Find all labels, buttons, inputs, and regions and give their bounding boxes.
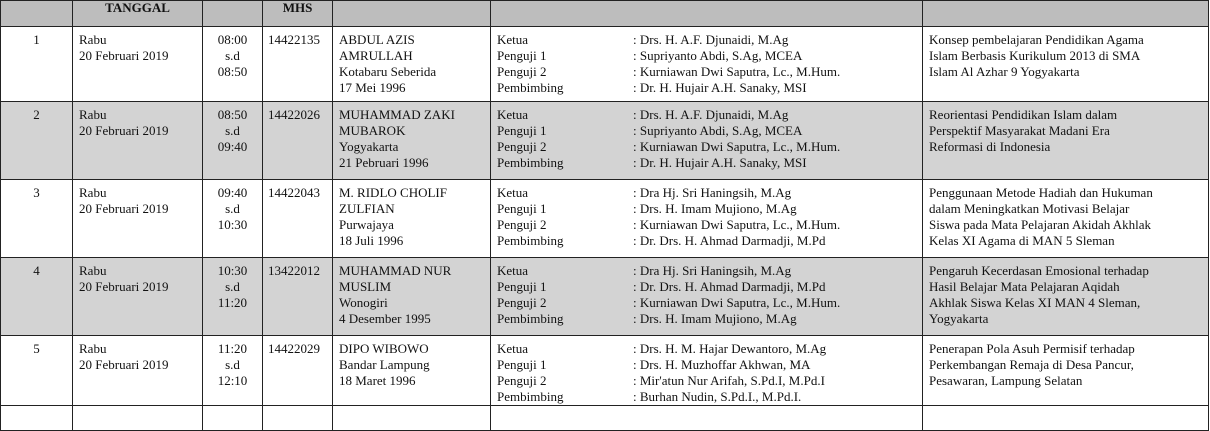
time-cell [203,102,263,180]
birthplace: Purwajaya [339,217,394,232]
thesis-title-cell [923,180,1209,258]
table-body [1,27,1209,431]
student-name: M. RIDLO CHOLIF [339,185,447,200]
examiner-role: Pembimbing [497,311,564,326]
student-name: AMRULLAH [339,48,413,63]
date-text: 20 Februari 2019 [79,279,169,294]
examiner-role: Pembimbing [497,389,564,404]
empty-cell [1,406,73,431]
examiner-role: Penguji 1 [497,279,547,294]
examiner-role: Penguji 1 [497,357,547,372]
birthplace: Wonogiri [339,295,388,310]
examiner-line [497,217,922,233]
thesis-title-line: Reformasi di Indonesia [929,139,1051,154]
header-nim: MHS [263,1,333,27]
examiner-line [497,389,922,405]
examiner-name: : Supriyanto Abdi, S.Ag, MCEA [633,123,803,138]
time-start: 10:30 [217,263,248,278]
student-id: 14422135 [263,27,333,102]
thesis-title-line: Perspektif Masyarakat Madani Era [929,123,1110,138]
thesis-title-line: Reorientasi Pendidikan Islam dalam [929,107,1118,122]
examiners-cell [491,180,923,258]
student-id: 14422029 [263,336,333,406]
examiner-name: : Kurniawan Dwi Saputra, Lc., M.Hum. [633,217,841,232]
date-cell [73,258,203,336]
student-name: DIPO WIBOWO [339,341,429,356]
thesis-title-cell [923,27,1209,102]
examiner-name: : Mir'atun Nur Arifah, S.Pd.I, M.Pd.I [633,373,825,388]
table-row [1,102,1209,180]
student-name: ABDUL AZIS [339,32,415,47]
row-number: 3 [1,180,73,258]
thesis-title-line: Akhlak Siswa Kelas XI MAN 4 Sleman, [929,295,1141,310]
student-name: MUHAMMAD ZAKI [339,107,455,122]
examiner-line [497,107,922,123]
time-end: 12:10 [217,373,248,388]
thesis-title-line: Perkembangan Remaja di Desa Pancur, [929,357,1134,372]
time-separator: s.d [225,201,240,216]
row-number: 4 [1,258,73,336]
examiner-line [497,263,922,279]
date-text: 20 Februari 2019 [79,357,169,372]
examiner-role: Ketua [497,263,529,278]
thesis-title-line: Yogyakarta [929,311,989,326]
student-cell [333,102,491,180]
thesis-title-cell [923,258,1209,336]
examiner-role: Ketua [497,185,529,200]
time-cell [203,258,263,336]
student-id: 13422012 [263,258,333,336]
thesis-title-line: Islam Berbasis Kurikulum 2013 di SMA [929,48,1141,63]
examiner-line [497,48,922,64]
birthdate: 18 Maret 1996 [339,373,416,388]
thesis-title-line: Siswa pada Mata Pelajaran Akidah Akhlak [929,217,1152,232]
examiner-line [497,155,922,171]
empty-cell [333,406,491,431]
day-text: Rabu [79,341,107,356]
examiner-line [497,373,922,389]
examiner-role: Pembimbing [497,155,564,170]
time-separator: s.d [225,123,240,138]
examiner-line [497,80,922,96]
examiner-line [497,233,922,249]
table-row [1,258,1209,336]
examiner-role: Ketua [497,341,529,356]
header-no [1,1,73,27]
table-header-row [1,1,1209,27]
date-cell [73,102,203,180]
examiner-role: Ketua [497,32,529,47]
time-end: 10:30 [217,217,248,232]
student-cell [333,27,491,102]
date-cell [73,336,203,406]
examiner-role: Penguji 1 [497,201,547,216]
examiners-cell [491,336,923,406]
student-name: MUHAMMAD NUR [339,263,452,278]
time-separator: s.d [225,357,240,372]
time-start: 11:20 [217,341,248,356]
examiner-role: Penguji 2 [497,373,547,388]
thesis-title-cell [923,102,1209,180]
student-cell [333,258,491,336]
birthplace: Kotabaru Seberida [339,64,437,79]
time-separator: s.d [225,279,240,294]
examiner-line [497,139,922,155]
examiner-line [497,32,922,48]
examiner-role: Penguji 1 [497,123,547,138]
empty-cell [263,406,333,431]
examiner-line [497,123,922,139]
empty-cell [203,406,263,431]
time-cell [203,27,263,102]
table-row-partial [1,406,1209,431]
student-id: 14422043 [263,180,333,258]
row-number: 2 [1,102,73,180]
time-end: 08:50 [217,64,248,79]
examiner-name: : Drs. H. A.F. Djunaidi, M.Ag [633,107,789,122]
time-separator: s.d [225,48,240,63]
empty-cell [923,406,1209,431]
examiner-role: Penguji 2 [497,295,547,310]
date-text: 20 Februari 2019 [79,48,169,63]
thesis-title-line: Pengaruh Kecerdasan Emosional terhadap [929,263,1149,278]
examiner-role: Ketua [497,107,529,122]
thesis-title-line: dalam Meningkatkan Motivasi Belajar [929,201,1130,216]
examiners-cell [491,258,923,336]
examiner-role: Penguji 1 [497,48,547,63]
examiner-role: Pembimbing [497,80,564,95]
student-name: MUBAROK [339,123,406,138]
examiner-name: : Drs. H. Imam Mujiono, M.Ag [633,311,797,326]
examiner-name: : Burhan Nudin, S.Pd.I., M.Pd.I. [633,389,802,404]
examiner-name: : Dr. Drs. H. Ahmad Darmadji, M.Pd [633,279,826,294]
examiner-role: Penguji 2 [497,64,547,79]
time-cell [203,180,263,258]
time-start: 08:50 [217,107,248,122]
examiner-role: Pembimbing [497,233,564,248]
examiner-line [497,295,922,311]
examiner-name: : Kurniawan Dwi Saputra, Lc., M.Hum. [633,139,841,154]
time-cell [203,336,263,406]
birthdate: 4 Desember 1995 [339,311,431,326]
thesis-title-line: Kelas XI Agama di MAN 5 Sleman [929,233,1115,248]
date-cell [73,180,203,258]
thesis-title-cell [923,336,1209,406]
examiner-name: : Supriyanto Abdi, S.Ag, MCEA [633,48,803,63]
student-cell [333,336,491,406]
header-time [203,1,263,27]
examiners-cell [491,27,923,102]
date-text: 20 Februari 2019 [79,123,169,138]
birthplace: Yogyakarta [339,139,399,154]
day-text: Rabu [79,32,107,47]
table-row [1,336,1209,406]
birthdate: 17 Mei 1996 [339,80,406,95]
row-number: 5 [1,336,73,406]
table-row [1,27,1209,102]
thesis-title-line: Islam Al Azhar 9 Yogyakarta [929,64,1080,79]
header-title [923,1,1209,27]
examiner-name: : Kurniawan Dwi Saputra, Lc., M.Hum. [633,295,841,310]
time-start: 08:00 [217,32,248,47]
examiner-name: : Drs. H. M. Hajar Dewantoro, M.Ag [633,341,827,356]
header-name [333,1,491,27]
examiner-name: : Kurniawan Dwi Saputra, Lc., M.Hum. [633,64,841,79]
date-text: 20 Februari 2019 [79,201,169,216]
time-end: 11:20 [217,295,248,310]
header-examiners [491,1,923,27]
examiner-line [497,341,922,357]
student-name: MUSLIM [339,279,392,294]
table-row [1,180,1209,258]
thesis-title-line: Penggunaan Metode Hadiah dan Hukuman [929,185,1153,200]
student-cell [333,180,491,258]
row-number: 1 [1,27,73,102]
thesis-title-line: Pesawaran, Lampung Selatan [929,373,1083,388]
examiner-line [497,357,922,373]
examiner-line [497,64,922,80]
birthplace: Bandar Lampung [339,357,430,372]
examiner-name: : Dr. H. Hujair A.H. Sanaky, MSI [633,155,807,170]
examiner-role: Penguji 2 [497,217,547,232]
day-text: Rabu [79,185,107,200]
date-cell [73,27,203,102]
examiner-line [497,185,922,201]
examiner-name: : Dra Hj. Sri Haningsih, M.Ag [633,185,792,200]
birthdate: 18 Juli 1996 [339,233,404,248]
examiner-name: : Dra Hj. Sri Haningsih, M.Ag [633,263,792,278]
student-name: ZULFIAN [339,201,395,216]
header-date: TANGGAL [73,1,203,27]
thesis-title-line: Hasil Belajar Mata Pelajaran Aqidah [929,279,1120,294]
day-text: Rabu [79,263,107,278]
empty-cell [491,406,923,431]
examiner-name: : Dr. Drs. H. Ahmad Darmadji, M.Pd [633,233,826,248]
examiners-cell [491,102,923,180]
thesis-title-line: Penerapan Pola Asuh Permisif terhadap [929,341,1135,356]
examiner-line [497,201,922,217]
examiner-name: : Dr. H. Hujair A.H. Sanaky, MSI [633,80,807,95]
time-start: 09:40 [217,185,248,200]
examiner-name: : Drs. H. A.F. Djunaidi, M.Ag [633,32,789,47]
thesis-title-line: Konsep pembelajaran Pendidikan Agama [929,32,1144,47]
examiner-name: : Drs. H. Imam Mujiono, M.Ag [633,201,797,216]
empty-cell [73,406,203,431]
examiner-line [497,311,922,327]
time-end: 09:40 [217,139,248,154]
examiner-role: Penguji 2 [497,139,547,154]
day-text: Rabu [79,107,107,122]
student-id: 14422026 [263,102,333,180]
examiner-name: : Drs. H. Muzhoffar Akhwan, MA [633,357,811,372]
birthdate: 21 Pebruari 1996 [339,155,429,170]
examiner-line [497,279,922,295]
